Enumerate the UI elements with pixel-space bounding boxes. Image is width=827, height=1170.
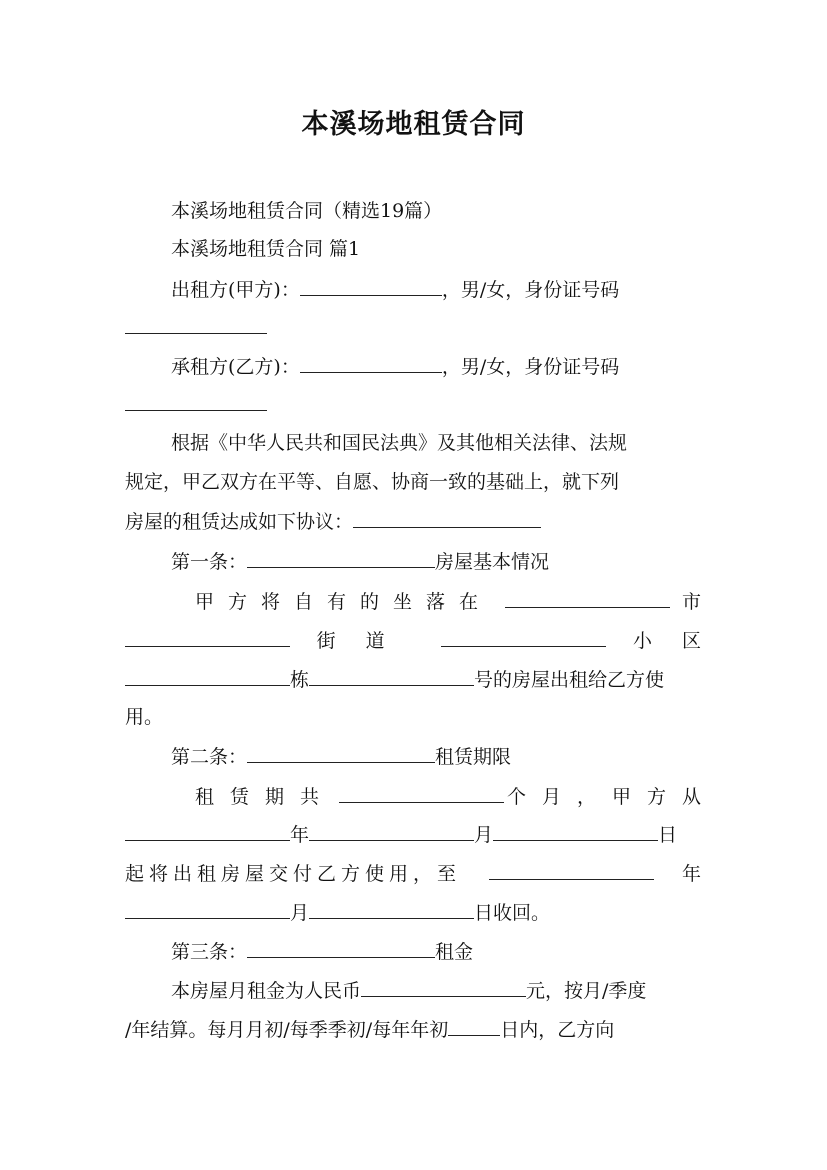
a1-l2a: 街道 [316, 630, 415, 652]
article-2-blank[interactable] [247, 740, 435, 763]
a1-l1a: 甲方将自有的坐落在 [195, 591, 493, 613]
intro-line-3-text: 房屋的租赁达成如下协议： [125, 511, 354, 533]
article-3-heading [171, 935, 701, 965]
a2-l1b: 个月，甲方从 [506, 786, 717, 808]
payment-days-blank[interactable] [448, 1013, 500, 1036]
lessor-id-line [125, 311, 701, 341]
article-1-label: 第一条： [171, 551, 248, 573]
lessor-mid: ，男/女，身份证号码 [441, 279, 620, 301]
a3-l2b: 日内，乙方向 [500, 1019, 615, 1041]
lessee-label: 承租方(乙方)： [171, 356, 300, 378]
article-3-line-2 [125, 1013, 701, 1043]
building-blank[interactable] [309, 663, 474, 686]
community-blank[interactable] [125, 663, 290, 686]
article-2-heading [171, 740, 701, 770]
a3-l1a: 本房屋月租金为人民币 [171, 980, 362, 1002]
intro-blank[interactable] [353, 505, 541, 528]
start-year-blank[interactable] [125, 818, 290, 841]
article-3-line-1 [171, 974, 701, 1004]
a1-l3b: 号的房屋出租给乙方使 [474, 669, 665, 691]
a3-l2a: /年结算。每月月初/每季季初/每年年初 [125, 1019, 449, 1041]
a2-l4b: 日收回。 [474, 902, 551, 924]
document-title: 本溪场地租赁合同 [301, 109, 526, 140]
article-2-line-2 [125, 818, 701, 848]
article-2-label: 第二条： [171, 746, 248, 768]
end-year-blank[interactable] [489, 857, 654, 880]
intro-line-2: 规定，甲乙双方在平等、自愿、协商一致的基础上，就下列 [125, 471, 620, 493]
article-3-blank[interactable] [247, 935, 435, 958]
lessor-label: 出租方(甲方)： [171, 279, 300, 301]
lessor-id-blank[interactable] [125, 311, 267, 334]
a1-l2b: 小区 [632, 630, 731, 652]
subtitle: 本溪场地租赁合同（精选19篇） [171, 200, 443, 222]
street-blank[interactable] [441, 624, 606, 647]
lessor-name-blank[interactable] [300, 273, 442, 296]
section-heading: 本溪场地租赁合同 篇1 [171, 238, 361, 260]
article-2-line-1 [195, 780, 717, 810]
intro-line-3 [125, 505, 701, 535]
city-blank[interactable] [505, 585, 670, 608]
article-1-line-3 [125, 663, 701, 693]
a2-l3a: 起将出租房屋交付乙方使用，至 [125, 863, 462, 885]
a2-m1: 月 [474, 824, 494, 846]
intro-line-1: 根据《中华人民共和国民法典》及其他相关法律、法规 [171, 432, 628, 454]
article-1-blank[interactable] [247, 545, 435, 568]
district-blank[interactable] [125, 624, 290, 647]
article-1-line-2 [125, 624, 731, 654]
article-1-title: 房屋基本情况 [435, 551, 550, 573]
a2-m2: 月 [290, 902, 310, 924]
start-day-blank[interactable] [493, 818, 658, 841]
article-2-title: 租赁期限 [435, 746, 512, 768]
a1-l1b: 市 [681, 591, 701, 613]
article-1-line-1 [195, 585, 701, 615]
article-1-line-4: 用。 [125, 706, 164, 728]
months-blank[interactable] [339, 780, 504, 803]
lessee-mid: ，男/女，身份证号码 [441, 356, 620, 378]
end-month-blank[interactable] [125, 896, 290, 919]
lessee-name-blank[interactable] [300, 350, 442, 373]
a3-l1b: 元，按月/季度 [526, 980, 647, 1002]
article-2-line-3 [125, 857, 701, 887]
lessor-line [171, 273, 701, 303]
article-1-heading [171, 545, 701, 575]
end-day-blank[interactable] [309, 896, 474, 919]
article-2-line-4 [125, 896, 701, 926]
a2-y1: 年 [290, 824, 310, 846]
article-3-title: 租金 [435, 941, 474, 963]
rent-amount-blank[interactable] [361, 974, 526, 997]
a2-y2: 年 [681, 863, 701, 885]
article-3-label: 第三条： [171, 941, 248, 963]
lessee-line [171, 350, 701, 380]
a2-d1: 日 [658, 824, 678, 846]
a1-l3a: 栋 [290, 669, 310, 691]
lessee-id-blank[interactable] [125, 388, 267, 411]
lessee-id-line [125, 388, 701, 418]
start-month-blank[interactable] [309, 818, 474, 841]
a2-l1a: 租赁期共 [195, 786, 336, 808]
